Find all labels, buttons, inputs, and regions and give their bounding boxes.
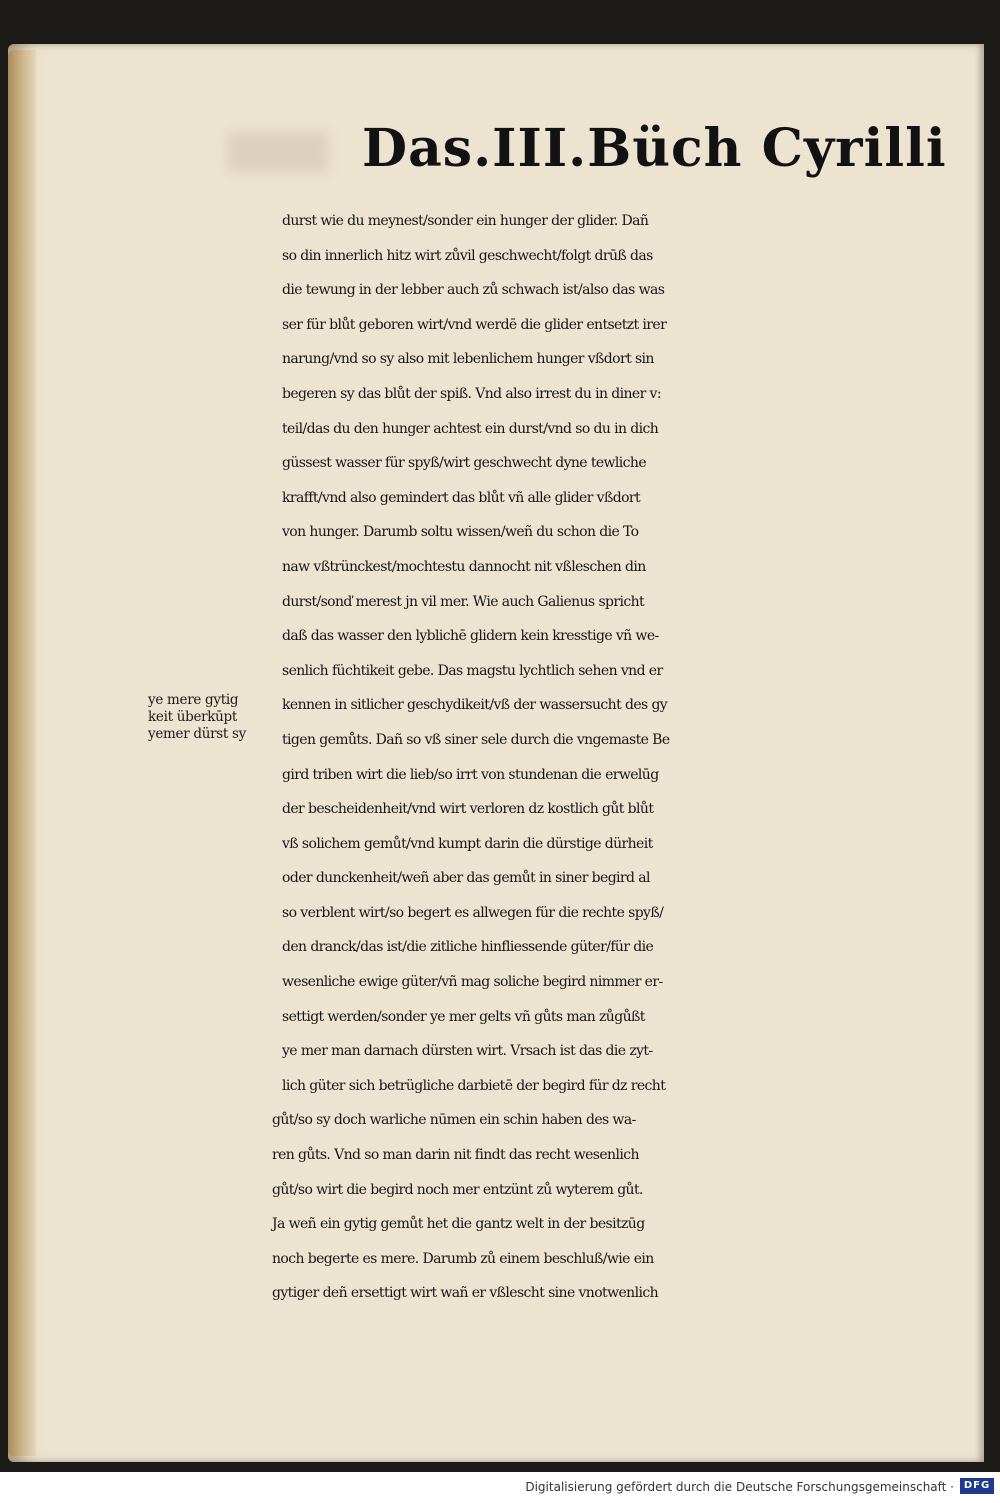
text-line: so din innerlich hitz wirt zůvil geschwecht/folgt drūß das <box>282 247 653 264</box>
text-line: ren gůts. Vnd so man darin nit findt das recht wesenlich <box>272 1147 639 1164</box>
text-line: gůt/so wirt die begird noch mer entzünt zů wyterem gůt. <box>272 1181 643 1198</box>
body-text <box>272 204 982 1311</box>
text-line: begeren sy das blůt der spiß. Vnd also irrest du in diner v: <box>282 385 661 402</box>
text-line: krafft/vnd also gemindert das blůt vñ alle glider vßdort <box>282 489 641 506</box>
footer-bar <box>0 1472 1000 1503</box>
text-line: lich güter sich betrügliche darbietē der begird für dz recht <box>282 1077 666 1094</box>
funding-notice: Digitalisierung gefördert durch die Deutsche Forschungsgemeinschaft · <box>525 1480 954 1494</box>
text-line: ye mer man darnach dürsten wirt. Vrsach ist das die zyt- <box>282 1043 653 1060</box>
text-line: von hunger. Darumb soltu wissen/weñ du schon die To <box>282 524 639 541</box>
text-line: kennen in sitlicher geschydikeit/vß der wassersucht des gy <box>282 697 668 714</box>
page-fore-edge <box>8 50 36 1456</box>
text-line: den dranck/das ist/die zitliche hinfliessende güter/für die <box>282 939 654 956</box>
text-line: gytiger deñ ersettigt wirt wañ er vßlescht sine vnotwenlich <box>272 1285 658 1302</box>
text-line: Ja weñ ein gytig gemůt het die gantz welt in der besitzūg <box>272 1216 645 1233</box>
text-line: vß solichem gemůt/vnd kumpt darin die dürstige dürheit <box>282 835 653 852</box>
marginal-note <box>148 692 280 743</box>
marginal-note-line: ye mere gytig <box>148 692 239 708</box>
marginal-note-line: yemer dürst sy <box>148 726 246 742</box>
text-line: naw vßtrünckest/mochtestu dannocht nit vßleschen din <box>282 558 646 575</box>
text-line: senlich füchtikeit gebe. Das magstu lychtlich sehen vnd er <box>282 662 663 679</box>
text-line: ser für blůt geboren wirt/vnd werdē die glider entsetzt irer <box>282 316 667 333</box>
dfg-logo: DFG <box>960 1478 994 1494</box>
text-line: die tewung in der lebber auch zů schwach ist/also das was <box>282 282 665 299</box>
text-line: durst/sonď merest jn vil mer. Wie auch Galienus spricht <box>282 593 645 610</box>
marginal-note-line: keit überkūpt <box>148 709 238 725</box>
running-head: Das.III.Büch Cyrilli <box>362 118 947 179</box>
text-line: wesenliche ewige güter/vñ mag soliche begird nimmer er- <box>282 974 663 991</box>
text-line: settigt werden/sonder ye mer gelts vñ gůts man zůgůßt <box>282 1008 645 1025</box>
text-line: gird triben wirt die lieb/so irrt von stundenan die erwelūg <box>282 766 659 783</box>
text-line: gůt/so sy doch warliche nūmen ein schin haben des wa- <box>272 1112 636 1129</box>
text-line: noch begerte es mere. Darumb zů einem beschluß/wie ein <box>272 1250 654 1267</box>
text-line: der bescheidenheit/vnd wirt verloren dz kostlich gůt blůt <box>282 801 654 818</box>
text-line: tigen gemůts. Dañ so vß siner sele durch die vngemaste Be <box>282 731 670 748</box>
text-line: daß das wasser den lyblichē glidern kein kresstige vñ we- <box>282 628 659 645</box>
text-line: so verblent wirt/so begert es allwegen für die rechte spyß/ <box>282 904 664 921</box>
text-line: oder dunckenheit/weñ aber das gemůt in siner begird al <box>282 870 650 887</box>
text-line: narung/vnd so sy also mit lebenlichem hunger vßdort sin <box>282 351 654 368</box>
text-line: durst wie du meynest/sonder ein hunger der glider. Dañ <box>282 213 649 229</box>
text-line: teil/das du den hunger achtest ein durst/vnd so du in dich <box>282 420 659 437</box>
text-line: güssest wasser für spyß/wirt geschwecht dyne tewliche <box>282 455 647 472</box>
show-through-ink <box>228 132 328 172</box>
